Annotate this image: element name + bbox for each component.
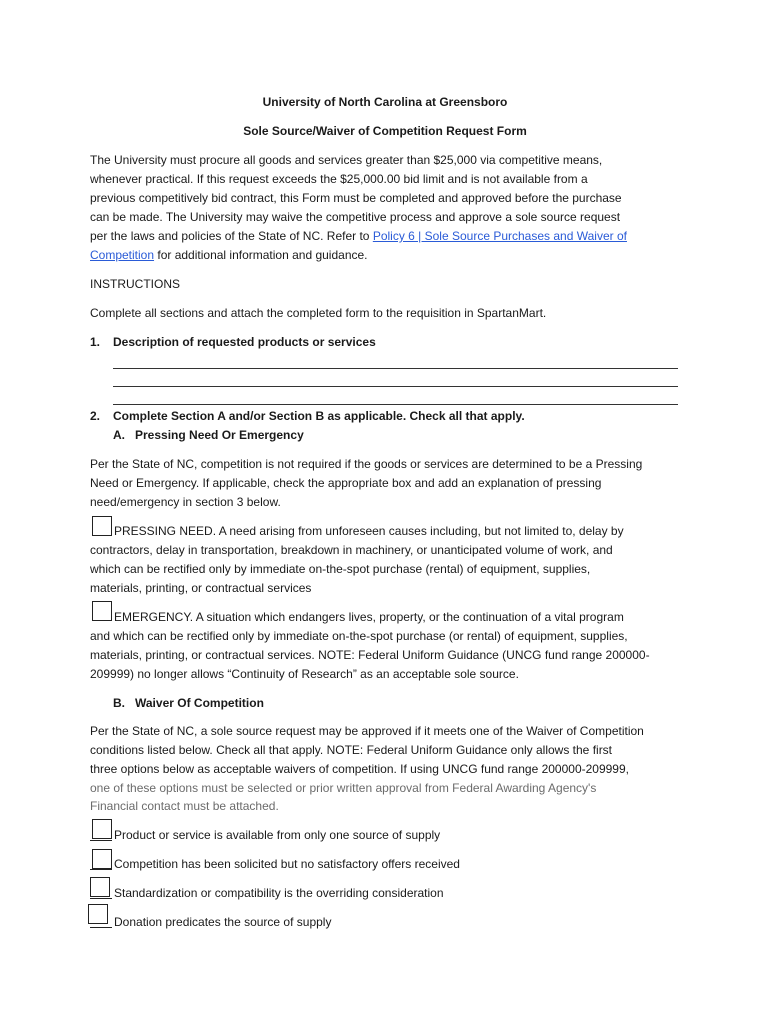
emergency-line-4: 209999) no longer allows “Continuity of Research” as an acceptable sole source. [90,667,519,681]
waiver-option-3-checkbox[interactable] [90,877,110,897]
emergency-line-2: and which can be rectified only by immediate on-the-spot purchase (or rental) of equipment, supplies, [90,629,628,643]
waiver-option-1-checkbox[interactable] [92,819,112,839]
section-2-number: 2. [90,409,101,423]
section-b-intro-line-4: one of these options must be selected or prior written approval from Federal Awarding Agency's [90,781,597,795]
section-a-label: Pressing Need Or Emergency [135,428,304,442]
emergency-line-1: EMERGENCY. A situation which endangers lives, property, or the continuation of a vital program [114,610,624,624]
intro-line-2: whenever practical. If this request exceeds the $25,000.00 bid limit and is not available from a [90,172,588,186]
section-a-intro-line-1: Per the State of NC, competition is not required if the goods or services are determined to be a Pressing [90,457,643,471]
instructions-heading: INSTRUCTIONS [90,277,180,291]
intro-line-6 [90,248,368,262]
section-a-letter: A. [113,428,125,442]
intro-line-1: The University must procure all goods and services greater than $25,000 via competitive means, [90,153,603,167]
section-b-intro-line-3: three options below as acceptable waivers of competition. If using UNCG fund range 200000-209999, [90,762,629,776]
section-b-intro-line-2: conditions listed below. Check all that apply. NOTE: Federal Uniform Guidance only allows the first [90,743,613,757]
form-title: Sole Source/Waiver of Competition Request Form [243,124,527,138]
description-line-1[interactable] [113,368,678,369]
pressing-need-checkbox[interactable] [92,516,112,536]
waiver-option-2-underline [90,869,112,870]
waiver-option-1-label: Product or service is available from only one source of supply [114,828,441,842]
emergency-checkbox[interactable] [92,601,112,621]
pressing-need-line-1: PRESSING NEED. A need arising from unforeseen causes including, but not limited to, delay by [114,524,624,538]
pressing-need-line-3: which can be rectified only by immediate on-the-spot purchase (rental) of equipment, supplies, [90,562,591,576]
instructions-text: Complete all sections and attach the completed form to the requisition in SpartanMart. [90,306,547,320]
waiver-option-4-underline [90,927,112,928]
pressing-need-line-2: contractors, delay in transportation, breakdown in machinery, or unanticipated volume of work, and [90,543,613,557]
section-1-label: Description of requested products or services [113,335,376,349]
waiver-option-1-underline [90,840,112,841]
section-b-intro-line-1: Per the State of NC, a sole source request may be approved if it meets one of the Waiver of Competition [90,724,644,738]
intro-text-post-link: for additional information and guidance. [154,248,368,262]
intro-line-4: can be made. The University may waive the competitive process and approve a sole source request [90,210,621,224]
emergency-line-3: materials, printing, or contractual services. NOTE: Federal Uniform Guidance (UNCG fund range 200000- [90,648,650,662]
description-line-2[interactable] [113,386,678,387]
section-b-letter: B. [113,696,125,710]
waiver-option-4-checkbox[interactable] [88,904,108,924]
section-1-number: 1. [90,335,101,349]
intro-text-pre-link: per the laws and policies of the State of NC. Refer to [90,229,373,243]
waiver-option-3-label: Standardization or compatibility is the overriding consideration [114,886,444,900]
description-line-3[interactable] [113,404,678,405]
policy-6-link-continued[interactable]: Competition [90,248,155,262]
policy-6-link[interactable]: Policy 6 | Sole Source Purchases and Waiver of [372,229,627,243]
pressing-need-line-4: materials, printing, or contractual services [90,581,312,595]
waiver-option-2-label: Competition has been solicited but no satisfactory offers received [114,857,460,871]
section-b-intro-line-5: Financial contact must be attached. [90,799,279,813]
waiver-option-3-underline [90,898,112,899]
intro-line-3: previous competitively bid contract, this Form must be completed and approved before the purchase [90,191,622,205]
section-a-intro-line-2: Need or Emergency. If applicable, check the appropriate box and add an explanation of pressing [90,476,602,490]
section-2-label: Complete Section A and/or Section B as applicable. Check all that apply. [113,409,525,423]
intro-line-5 [90,229,627,243]
university-name: University of North Carolina at Greensboro [262,95,508,109]
section-a-intro-line-3: need/emergency in section 3 below. [90,495,281,509]
section-b-label: Waiver Of Competition [135,696,264,710]
waiver-option-2-checkbox[interactable] [92,849,112,869]
waiver-option-4-label: Donation predicates the source of supply [114,915,332,929]
